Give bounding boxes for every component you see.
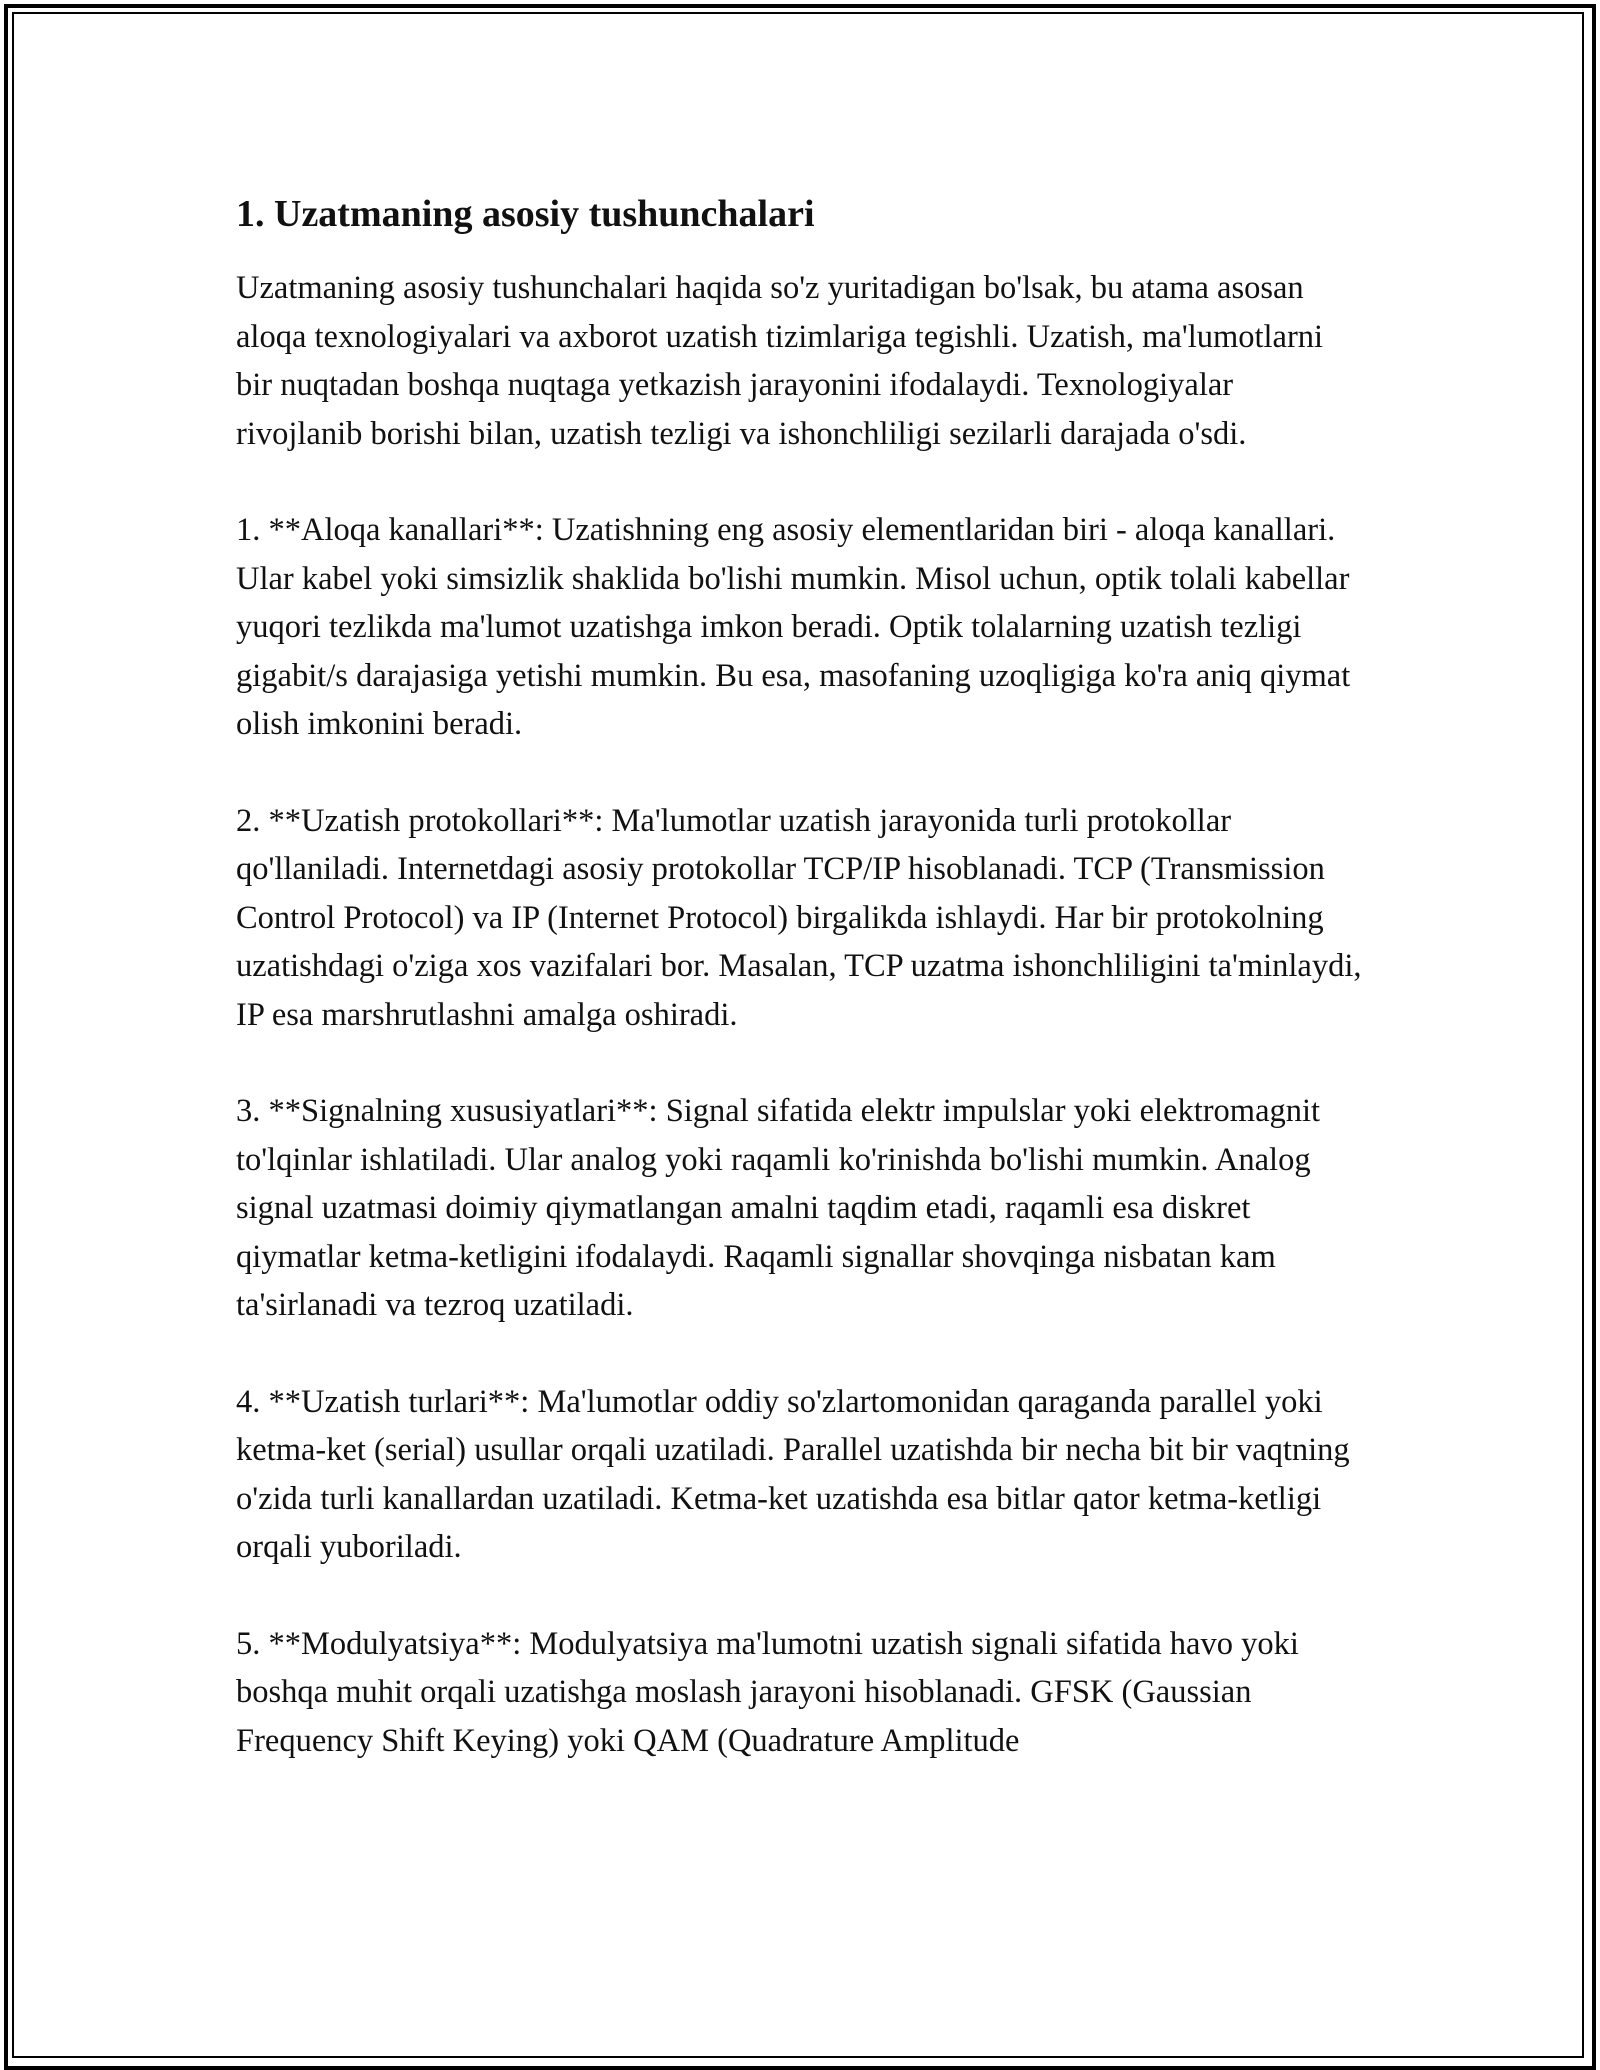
document-body [236,186,1366,1813]
paragraph-signal-properties: 3. **Signalning xususiyatlari**: Signal sifatida elektr impulslar yoki elektromagnit to'lqinlar ishlatiladi. Ular analog yoki raqamli ko'rinishda bo'lishi mumkin. Analog signal uzatmasi doimiy qiymatlangan amalni taqdim etadi, raqamli esa diskret qiymatlar ketma-ketligini ifodalaydi. Raqamli signallar shovqinga nisbatan kam ta'sirlanadi va tezroq uzatiladi. [236,1093,1321,1323]
paragraph-communication-channels: 1. **Aloqa kanallari**: Uzatishning eng asosiy elementlaridan biri - aloqa kanallari. Ular kabel yoki simsizlik shaklida bo'lishi mumkin. Misol uchun, optik tolali kabellar yuqori tezlikda ma'lumot uzatishga imkon beradi. Optik tolalarning uzatish tezligi gigabit/s darajasiga yetishi mumkin. Bu esa, masofaning uzoqligiga ko'ra aniq qiymat olish imkonini beradi. [236,512,1351,742]
paragraph-transmission-types: 4. **Uzatish turlari**: Ma'lumotlar oddiy so'zlartomonidan qaraganda parallel yoki ketma-ket (serial) usullar orqali uzatiladi. Parallel uzatishda bir necha bit bir vaqtning o'zida turli kanallardan uzatiladi. Ketma-ket uzatishda esa bitlar qator ketma-ketligi orqali yuboriladi. [236,1383,1350,1565]
paragraph-modulation: 5. **Modulyatsiya**: Modulyatsiya ma'lumotni uzatish signali sifatida havo yoki boshqa muhit orqali uzatishga moslash jarayoni hisoblanadi. GFSK (Gaussian Frequency Shift Keying) yoki QAM (Quadrature Amplitude [236,1625,1299,1759]
intro-paragraph: Uzatmaning asosiy tushunchalari haqida so'z yuritadigan bo'lsak, bu atama asosan aloqa texnologiyalari va axborot uzatish tizimlariga tegishli. Uzatish, ma'lumotlarni bir nuqtadan boshqa nuqtaga yetkazish jarayonini ifodalaydi. Texnologiyalar rivojlanib borishi bilan, uzatish tezligi va ishonchliligi sezilarli darajada o'sdi. [236,270,1324,452]
paragraph-transmission-protocols: 2. **Uzatish protokollari**: Ma'lumotlar uzatish jarayonida turli protokollar qo'llaniladi. Internetdagi asosiy protokollar TCP/IP hisoblanadi. TCP (Transmission Control Protocol) va IP (Internet Protocol) birgalikda ishlaydi. Har bir protokolning uzatishdagi o'ziga xos vazifalari bor. Masalan, TCP uzatma ishonchliligini ta'minlaydi, IP esa marshrutlashni amalga oshiradi. [236,802,1362,1033]
section-heading: 1. Uzatmaning asosiy tushunchalari [236,193,815,235]
